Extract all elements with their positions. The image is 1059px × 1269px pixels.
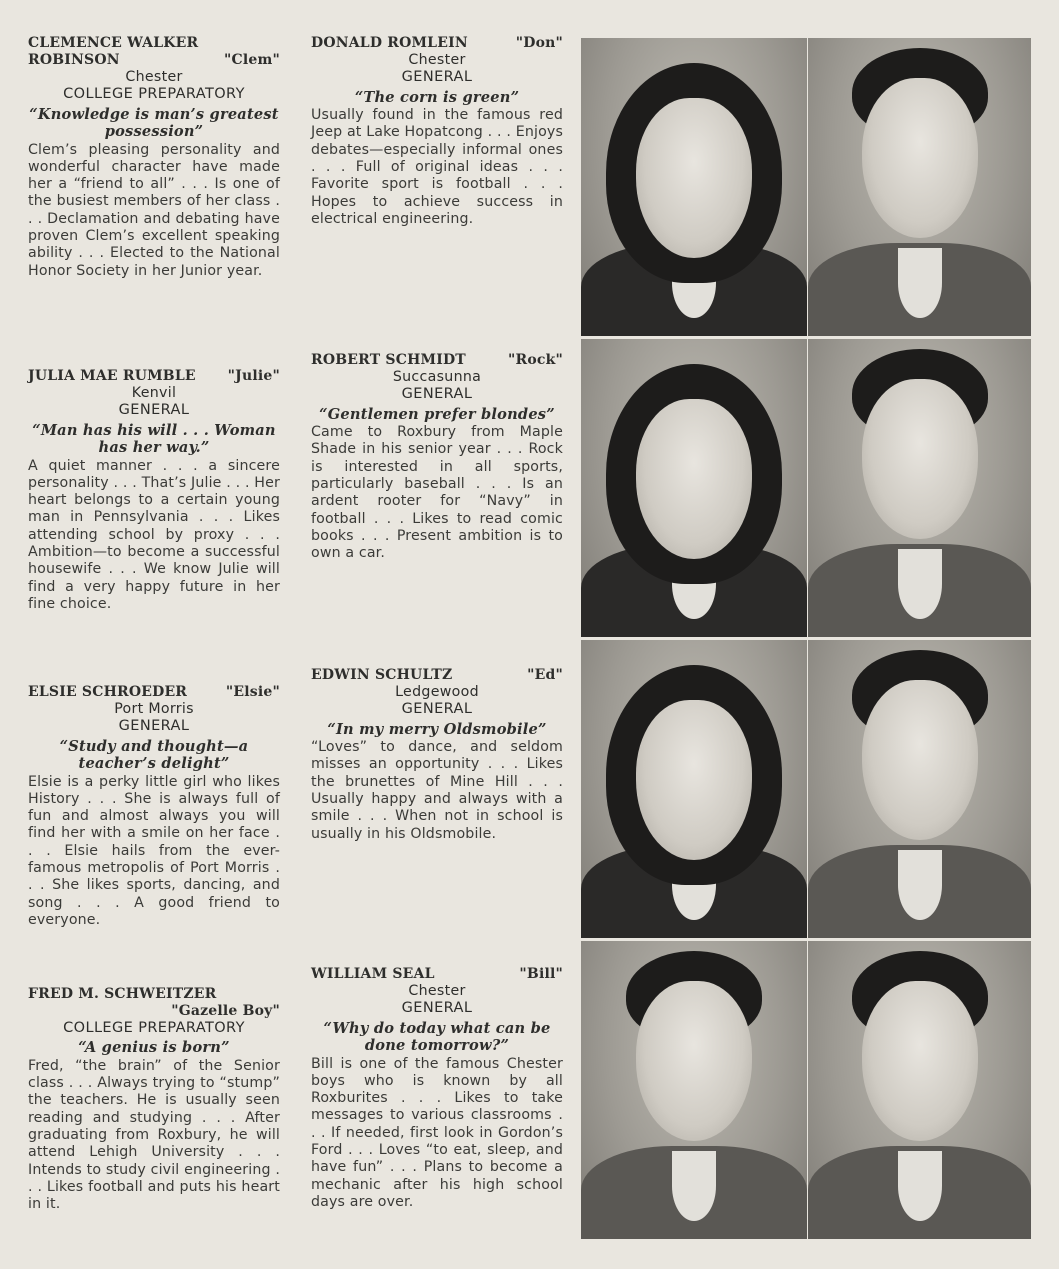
student-name-cont: ROBINSON xyxy=(28,52,120,68)
portrait-collar xyxy=(898,1151,942,1221)
student-town: Chester xyxy=(408,52,466,68)
student-nickname: "Gazelle Boy" xyxy=(171,1003,280,1019)
student-bio: A quiet manner . . . a sincere personality . . . That’s Julie . . . Her heart belongs to a certain young man in Pennsylvania . . . Likes attending school by proxy . . . Ambition—to become a successful housewife . . . We know Julie will find a very happy future in her fine choice. xyxy=(28,457,280,612)
student-name: CLEMENCE WALKER xyxy=(28,35,199,51)
student-nickname: "Ed" xyxy=(527,667,563,683)
student-course: GENERAL xyxy=(401,701,473,718)
student-name-row xyxy=(28,35,280,69)
student-entry-julia-rumble xyxy=(28,368,280,613)
portrait-face xyxy=(862,379,978,539)
student-name-row xyxy=(28,368,280,385)
student-course: GENERAL xyxy=(401,386,473,403)
portrait-collar xyxy=(898,549,942,619)
student-name-row xyxy=(28,986,280,1020)
boy-portrait xyxy=(808,941,1031,1239)
student-motto: “A genius is born” xyxy=(78,1039,230,1057)
student-motto: “Gentlemen prefer blondes” xyxy=(319,405,555,423)
student-name-row xyxy=(311,667,563,684)
girl-portrait xyxy=(581,339,807,637)
student-name-row xyxy=(311,352,563,369)
student-course: GENERAL xyxy=(401,69,473,86)
student-bio: Elsie is a perky little girl who likes History . . . She is always full of fun and almost always you will find her with a smile on her face . . . Elsie hails from the ever-famous metropolis of Port Morris . . . She likes sports, dancing, and song . . . A good friend to everyone. xyxy=(28,773,280,928)
girl-portrait xyxy=(581,38,807,336)
boy-portrait xyxy=(581,941,807,1239)
student-name: JULIA MAE RUMBLE xyxy=(28,368,196,384)
student-name-row xyxy=(311,35,563,52)
student-name: FRED M. SCHWEITZER xyxy=(28,986,217,1002)
portrait-collar xyxy=(898,850,942,920)
student-entry-edwin-schultz xyxy=(311,667,563,843)
student-town: Chester xyxy=(125,69,183,85)
student-entry-william-seal xyxy=(311,966,563,1211)
girl-portrait xyxy=(581,640,807,938)
student-bio: Fred, “the brain” of the Senior class . . . Always trying to “stump” the teachers. He is usually seen reading and studying . . . After graduating from Roxbury, he will attend Lehigh University . . . Intends to study civil engineering . . . Likes football and puts his heart in it. xyxy=(28,1057,280,1213)
student-motto: “The corn is green” xyxy=(354,88,520,106)
student-entry-fred-schweitzer xyxy=(28,986,280,1213)
student-entry-elsie-schroeder xyxy=(28,684,280,929)
student-town: Ledgewood xyxy=(395,684,479,700)
student-nickname: "Clem" xyxy=(224,52,280,68)
portrait-face xyxy=(636,98,752,258)
student-entry-robert-schmidt xyxy=(311,352,563,562)
boy-portrait xyxy=(808,38,1031,336)
student-course: GENERAL xyxy=(401,1000,473,1017)
student-name: DONALD ROMLEIN xyxy=(311,35,468,51)
student-name: WILLIAM SEAL xyxy=(311,966,435,982)
student-bio: Bill is one of the famous Chester boys who is known by all Roxburites . . . Likes to take messages to various classrooms . . . If needed, first look in Gordon’s Ford . . . Loves “to eat, sleep, and have fun” . . . Plans to become a mechanic after his high school days are over. xyxy=(311,1055,563,1210)
student-name-row xyxy=(311,966,563,983)
portrait-face xyxy=(636,981,752,1141)
student-motto: “Study and thought—a teacher’s delight” xyxy=(59,737,249,773)
student-nickname: "Rock" xyxy=(508,352,563,368)
student-course: COLLEGE PREPARATORY xyxy=(63,86,245,103)
student-town: Port Morris xyxy=(114,701,194,717)
student-bio: Usually found in the famous red Jeep at Lake Hopatcong . . . Enjoys debates—especially informal ones . . . Full of original ideas . . . Favorite sport is football . . . Hopes to achieve success in electrical engineering. xyxy=(311,107,563,227)
student-nickname: "Bill" xyxy=(519,966,563,982)
student-bio: Came to Roxbury from Maple Shade in his senior year . . . Rock is interested in all sports, particularly baseball . . . Is an ardent rooter for “Navy” in football . . . Likes to read comic books . . . Present ambition is to own a car. xyxy=(311,424,563,562)
student-course: GENERAL xyxy=(118,402,190,419)
portrait-collar xyxy=(898,248,942,318)
portrait-face xyxy=(862,78,978,238)
student-course: GENERAL xyxy=(118,718,190,735)
student-name: EDWIN SCHULTZ xyxy=(311,667,453,683)
portrait-face xyxy=(862,981,978,1141)
portrait-face xyxy=(636,399,752,559)
boy-portrait xyxy=(808,640,1031,938)
student-motto: “In my merry Oldsmobile” xyxy=(327,720,547,738)
student-nickname: "Julie" xyxy=(227,368,280,384)
student-town: Kenvil xyxy=(131,385,177,401)
student-motto: “Why do today what can be done tomorrow?” xyxy=(323,1019,551,1055)
portrait-collar xyxy=(672,1151,716,1221)
student-entry-donald-romlein xyxy=(311,35,563,228)
student-nickname: "Don" xyxy=(515,35,563,51)
student-town: Succasunna xyxy=(392,369,482,385)
student-motto: “Man has his will . . . Woman has her way.” xyxy=(32,421,276,457)
student-course: COLLEGE PREPARATORY xyxy=(63,1020,245,1036)
student-motto: “Knowledge is man’s greatest possession” xyxy=(29,105,279,141)
student-entry-clemence-robinson xyxy=(28,35,280,280)
student-town: Chester xyxy=(408,983,466,999)
portrait-face xyxy=(862,680,978,840)
portrait-face xyxy=(636,700,752,860)
student-name: ROBERT SCHMIDT xyxy=(311,352,466,368)
student-name-row xyxy=(28,684,280,701)
student-nickname: "Elsie" xyxy=(225,684,280,700)
student-bio: Clem’s pleasing personality and wonderful character have made her a “friend to all” . . . Is one of the busiest members of her class . . . Declamation and debating have proven Clem’s excellent speaking ability . . . Elected to the National Honor Society in her Junior year. xyxy=(28,141,280,279)
boy-portrait xyxy=(808,339,1031,637)
student-name: ELSIE SCHROEDER xyxy=(28,684,188,700)
student-bio: “Loves” to dance, and seldom misses an opportunity . . . Likes the brunettes of Mine Hill . . . Usually happy and always with a smile . . . When not in school is usually in his Oldsmobile. xyxy=(311,739,563,842)
